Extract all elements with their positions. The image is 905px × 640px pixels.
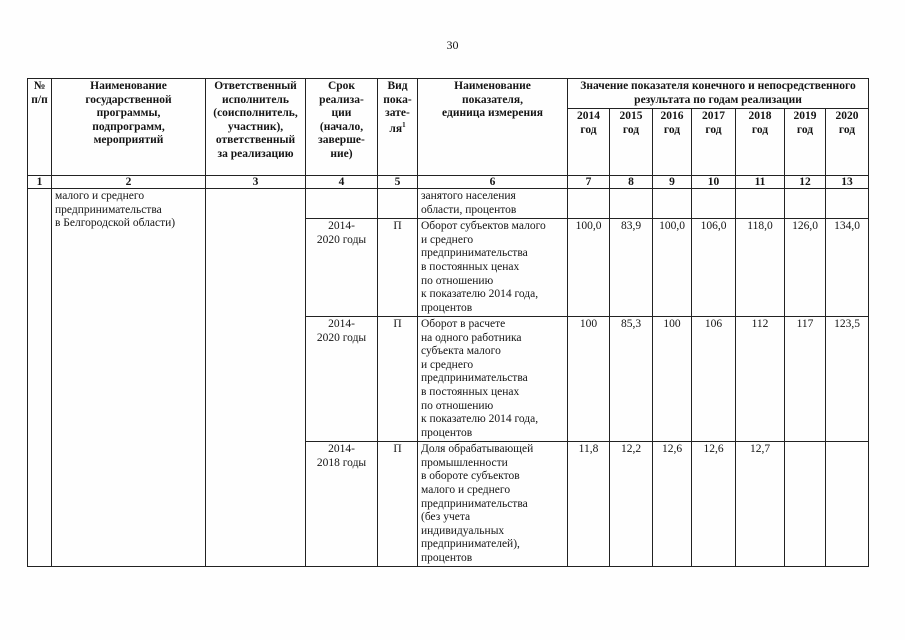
column-number-5: 5 bbox=[378, 176, 418, 189]
column-number-12: 12 bbox=[785, 176, 826, 189]
header-year-0: 2014 год bbox=[568, 109, 610, 176]
header-row bbox=[28, 79, 869, 109]
header-year-1: 2015 год bbox=[610, 109, 653, 176]
cell-type: П bbox=[378, 317, 418, 442]
header-year-2: 2016 год bbox=[653, 109, 692, 176]
cell-value-8: 12,2 bbox=[610, 442, 653, 567]
header-year-6: 2020 год bbox=[826, 109, 869, 176]
cell-value-12: 117 bbox=[785, 317, 826, 442]
cell-value-10: 106 bbox=[692, 317, 736, 442]
cell-term: 2014- 2020 годы bbox=[306, 219, 378, 317]
cell-program: малого и среднего предпринимательства в Белгородской области) bbox=[52, 189, 206, 567]
cell-value-9: 100,0 bbox=[653, 219, 692, 317]
header-executor: Ответственный исполнитель (соисполнитель, участник), ответственный за реализацию bbox=[206, 79, 306, 176]
column-number-13: 13 bbox=[826, 176, 869, 189]
header-program: Наименование государственной программы, подпрограмм, мероприятий bbox=[52, 79, 206, 176]
page-number: 30 bbox=[446, 38, 459, 52]
cell-num bbox=[28, 189, 52, 567]
cell-type bbox=[378, 189, 418, 219]
cell-value-13 bbox=[826, 189, 869, 219]
cell-value-10: 106,0 bbox=[692, 219, 736, 317]
cell-value-13: 123,5 bbox=[826, 317, 869, 442]
cell-value-13: 134,0 bbox=[826, 219, 869, 317]
cell-value-9: 12,6 bbox=[653, 442, 692, 567]
header-year-4: 2018 год bbox=[736, 109, 785, 176]
cell-value-11: 112 bbox=[736, 317, 785, 442]
header-values-group: Значение показателя конечного и непосредственного результата по годам реализации bbox=[568, 79, 869, 109]
cell-indicator: Оборот субъектов малого и среднего предпринимательства в постоянных ценах по отношению к показателю 2014 года, процентов bbox=[418, 219, 568, 317]
column-number-4: 4 bbox=[306, 176, 378, 189]
header-type-footnote: 1 bbox=[402, 120, 406, 129]
header-year-5: 2019 год bbox=[785, 109, 826, 176]
column-number-7: 7 bbox=[568, 176, 610, 189]
cell-value-8: 85,3 bbox=[610, 317, 653, 442]
column-number-1: 1 bbox=[28, 176, 52, 189]
cell-value-7: 100,0 bbox=[568, 219, 610, 317]
cell-value-10 bbox=[692, 189, 736, 219]
column-number-3: 3 bbox=[206, 176, 306, 189]
cell-term: 2014- 2018 годы bbox=[306, 442, 378, 567]
cell-value-11: 118,0 bbox=[736, 219, 785, 317]
cell-type: П bbox=[378, 219, 418, 317]
cell-value-9 bbox=[653, 189, 692, 219]
indicators-table bbox=[27, 78, 869, 567]
header-year-3: 2017 год bbox=[692, 109, 736, 176]
cell-term bbox=[306, 189, 378, 219]
header-type bbox=[378, 79, 418, 176]
cell-value-12: 126,0 bbox=[785, 219, 826, 317]
header-type-label: Вид пока- зате- ля bbox=[383, 80, 412, 135]
cell-value-7: 11,8 bbox=[568, 442, 610, 567]
cell-value-9: 100 bbox=[653, 317, 692, 442]
column-numbers-row bbox=[28, 176, 869, 189]
cell-value-8 bbox=[610, 189, 653, 219]
cell-term: 2014- 2020 годы bbox=[306, 317, 378, 442]
table-row bbox=[28, 189, 869, 219]
cell-indicator: Оборот в расчете на одного работника субъекта малого и среднего предпринимательства в постоянных ценах по отношению к показателю 2014 года, процентов bbox=[418, 317, 568, 442]
header-num: № п/п bbox=[28, 79, 52, 176]
column-number-11: 11 bbox=[736, 176, 785, 189]
cell-value-13 bbox=[826, 442, 869, 567]
column-number-2: 2 bbox=[52, 176, 206, 189]
cell-value-7: 100 bbox=[568, 317, 610, 442]
cell-value-7 bbox=[568, 189, 610, 219]
column-number-9: 9 bbox=[653, 176, 692, 189]
cell-executor bbox=[206, 189, 306, 567]
cell-value-8: 83,9 bbox=[610, 219, 653, 317]
cell-value-12 bbox=[785, 442, 826, 567]
column-number-6: 6 bbox=[418, 176, 568, 189]
column-number-10: 10 bbox=[692, 176, 736, 189]
cell-value-10: 12,6 bbox=[692, 442, 736, 567]
cell-indicator: занятого населения области, процентов bbox=[418, 189, 568, 219]
header-term: Срок реализа- ции (начало, заверше- ние) bbox=[306, 79, 378, 176]
header-indicator: Наименование показателя, единица измерения bbox=[418, 79, 568, 176]
cell-value-11 bbox=[736, 189, 785, 219]
cell-value-12 bbox=[785, 189, 826, 219]
cell-indicator: Доля обрабатывающей промышленности в обороте субъектов малого и среднего предпринимательства (без учета индивидуальных предпринимателей), процентов bbox=[418, 442, 568, 567]
column-number-8: 8 bbox=[610, 176, 653, 189]
cell-type: П bbox=[378, 442, 418, 567]
cell-value-11: 12,7 bbox=[736, 442, 785, 567]
